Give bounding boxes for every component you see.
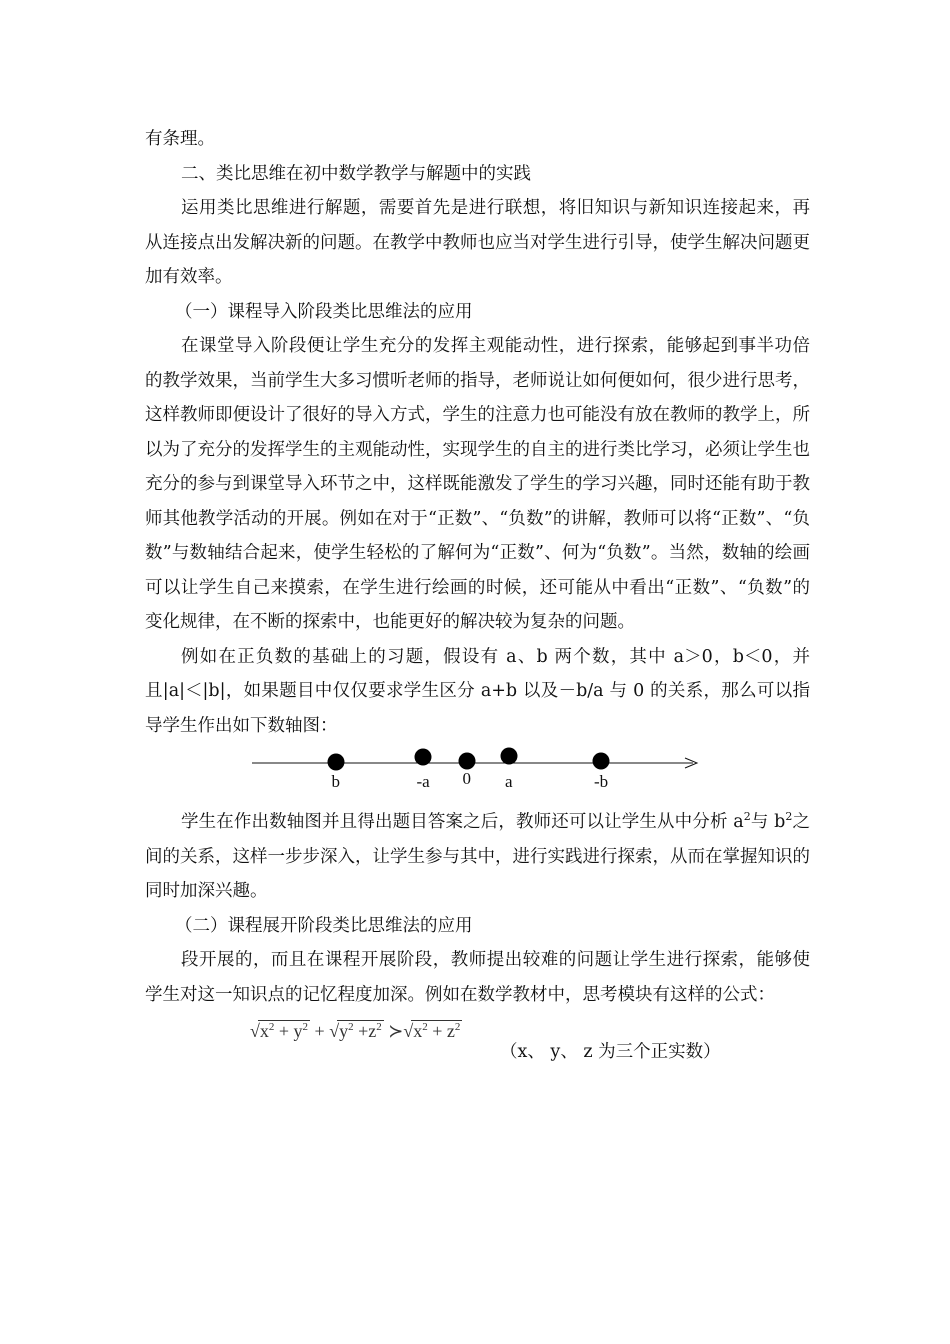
radicand: $x^2 + y^2$	[259, 1021, 309, 1041]
plus-sign: +	[314, 1021, 325, 1041]
document-page	[145, 122, 810, 1068]
superscript: 2	[785, 810, 793, 824]
radicand: $x^2 + z^2$	[413, 1021, 461, 1041]
number-line-point	[501, 748, 518, 765]
sqrt-icon: √	[329, 1021, 340, 1041]
sqrt-icon: √	[250, 1021, 260, 1041]
formula-block	[145, 1016, 810, 1068]
number-line-label: 0	[462, 769, 471, 788]
greater-than-sign: ≻	[388, 1021, 404, 1041]
number-line-label: -b	[594, 772, 609, 791]
subsection-heading-1: （一）课程导入阶段类比思维法的应用	[175, 301, 473, 322]
number-line-point	[415, 749, 432, 766]
number-line-svg	[145, 743, 810, 805]
section-heading: 二、类比思维在初中数学教学与解题中的实践	[181, 163, 531, 184]
paragraph-fragment: 有条理。	[145, 129, 215, 149]
paragraph: 运用类比思维进行解题，需要首先是进行联想，将旧知识与新知识连接起来，再从连接点出发解决新的问题。在教学中教师也应当对学生进行引导，使学生解决问题更加有效率。	[145, 198, 810, 287]
paragraph: 在课堂导入阶段便让学生充分的发挥主观能动性，进行探索，能够起到事半功倍的教学效果，当前学生大多习惯听老师的指导，老师说让如何便如何，很少进行思考，这样教师即便设计了很好的导入方式，学生的注意力也可能没有放在教师的教学上，所以为了充分的发挥学生的主观能动性，实现学生的自主的进行类比学习，必须让学生也充分的参与到课堂导入环节之中，这样既能激发了学生的学习兴趣，同时还能有助于教师其他教学活动的开展。例如在对于“正数”、“负数”的讲解，教师可以将“正数”、“负数”与数轴结合起来，使学生轻松的了解何为“正数”、何为“负数”。当然，数轴的绘画可以让学生自己来摸索，在学生进行绘画的时候，还可能从中看出“正数”、“负数”的变化规律，在不断的探索中，也能更好的解决较为复杂的问题。	[145, 336, 810, 632]
number-line-label: a	[505, 772, 513, 791]
formula	[250, 1020, 462, 1042]
number-line-figure	[145, 743, 810, 805]
paragraph	[145, 805, 810, 909]
subsection-heading-2: （二）课程展开阶段类比思维法的应用	[175, 915, 473, 936]
number-line-point	[459, 753, 476, 770]
superscript: 2	[743, 810, 751, 824]
number-line-point	[593, 753, 610, 770]
formula-condition-note: （x、 y、 z 为三个正实数）	[500, 1042, 721, 1062]
sqrt-icon: √	[403, 1021, 414, 1041]
number-line-point	[328, 754, 345, 771]
paragraph: 段开展的，而且在课程开展阶段，教师提出较难的问题让学生进行探索，能够使学生对这一知识点的记忆程度加深。例如在数学教材中，思考模块有这样的公式：	[145, 950, 810, 1005]
text-run: 与 b	[750, 812, 786, 832]
number-line-label: -a	[416, 772, 430, 791]
text-run: 学生在作出数轴图并且得出题目答案之后，教师还可以让学生从中分析 a	[181, 812, 744, 832]
paragraph: 例如在正负数的基础上的习题，假设有 a、b 两个数，其中 a＞0，b＜0，并且|a|＜|b|，如果题目中仅仅要求学生区分 a+b 以及－b/a 与 0 的关系，那么可以指导学生作出如下数轴图：	[145, 646, 810, 736]
radicand: $y^2 +z^2$	[339, 1021, 382, 1041]
number-line-label: b	[331, 772, 340, 791]
text-run: 之间的关系，这样一步步深入，让学生参与其中，进行实践进行探索，从而在掌握知识的同时加深兴趣。	[145, 812, 811, 901]
